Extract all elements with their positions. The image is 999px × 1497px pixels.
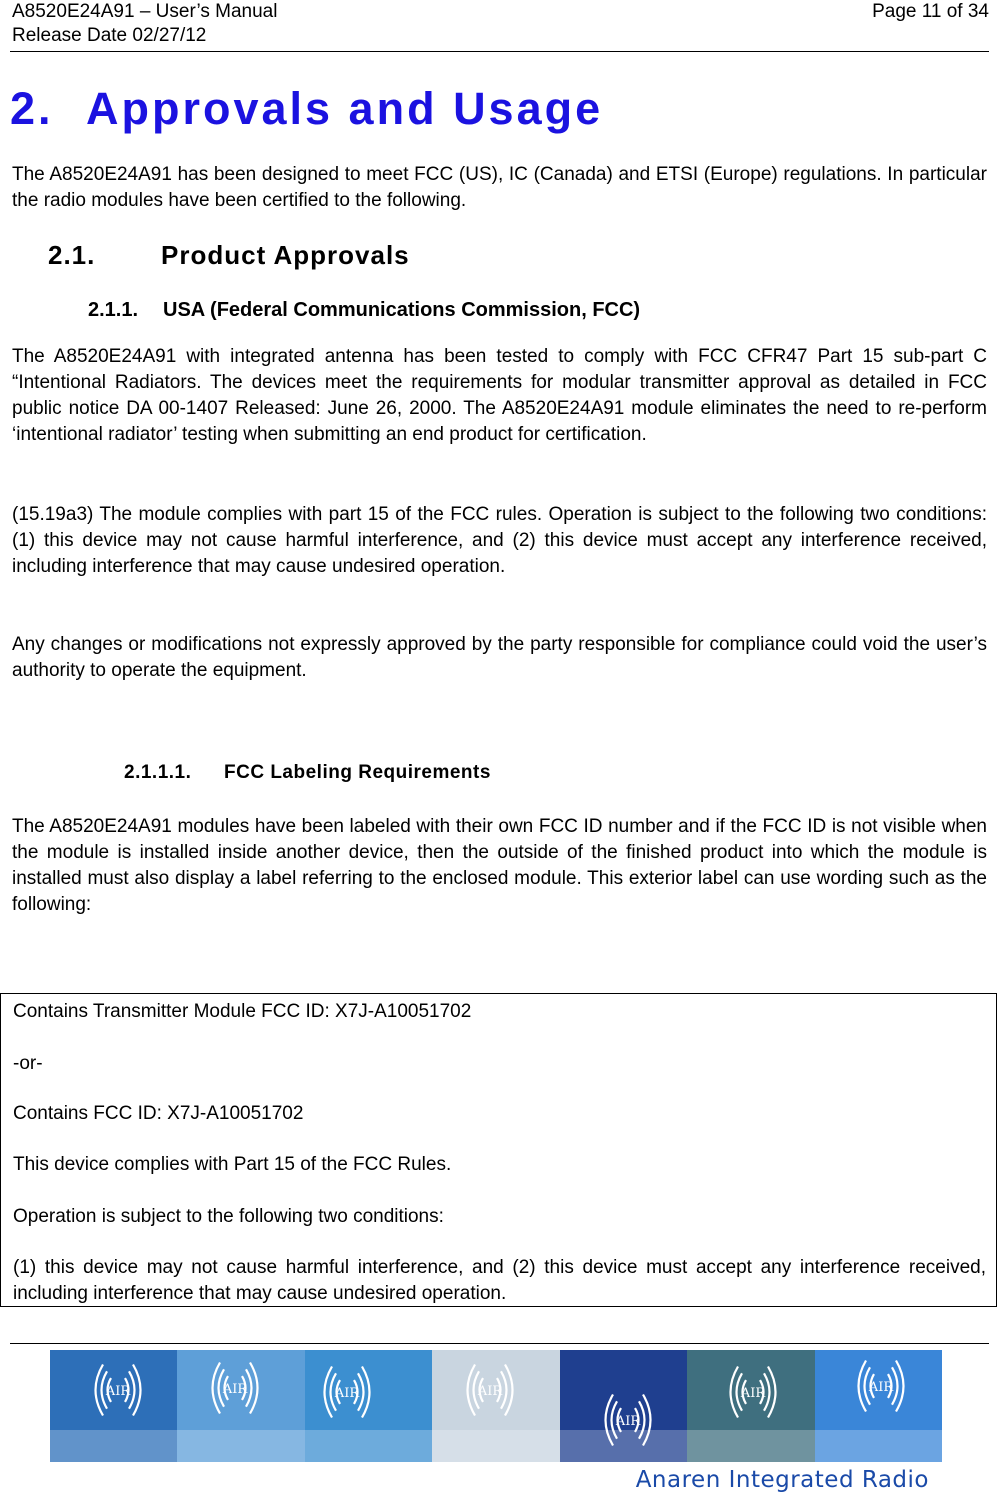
footer-tile-art [687, 1350, 814, 1462]
footer-tile-art [177, 1350, 304, 1462]
footer-tile-skier [177, 1350, 304, 1462]
label-example-box [0, 993, 997, 1307]
air-mark-text: AIR [740, 1386, 766, 1401]
footer-tile-art [50, 1350, 177, 1462]
anaren-brand-logo: Anaren Integrated Radio [635, 1467, 929, 1493]
label-line-complies: This device complies with Part 15 of the FCC Rules. [13, 1154, 452, 1175]
air-mark-text: AIR [334, 1386, 359, 1401]
footer-tile-art [560, 1350, 687, 1462]
air-mark-text: AIR [868, 1380, 893, 1395]
air-mark-text: AIR [478, 1384, 503, 1399]
footer-tile-skateboarder [815, 1350, 942, 1462]
tile-ground [305, 1430, 432, 1462]
air-mark-text: AIR [223, 1382, 248, 1397]
footer-tile-snowboarder [432, 1350, 559, 1462]
section-number: 2. [10, 83, 54, 134]
footer-rule [10, 1343, 989, 1344]
subsubsection-number: 2.1.1. [88, 299, 139, 321]
section-heading [10, 82, 603, 136]
footer-tile-windsurfer [560, 1350, 687, 1462]
tile-ground [687, 1430, 814, 1462]
manual-title: A8520E24A91 – User’s Manual [12, 1, 278, 22]
air-mark-text: AIR [105, 1384, 131, 1399]
label-line-or: -or- [13, 1053, 43, 1074]
subsection-heading [48, 240, 410, 271]
footer-tile-art [432, 1350, 559, 1462]
subsection-number: 2.1. [48, 240, 96, 270]
tile-ground [432, 1430, 559, 1462]
tile-ground [177, 1430, 304, 1462]
footer-tile-skater [50, 1350, 177, 1462]
footer-tile-art [815, 1350, 942, 1462]
labeling-number: 2.1.1.1. [124, 762, 192, 783]
fcc-paragraph-3: Any changes or modifications not expressly approved by the party responsible for compliance could void the user’s authority to operate the equipment. [12, 634, 987, 681]
footer-tile-art [305, 1350, 432, 1462]
tile-ground [560, 1430, 687, 1462]
release-date: Release Date 02/27/12 [12, 25, 207, 46]
section-title: Approvals and Usage [86, 83, 604, 134]
tile-ground [815, 1430, 942, 1462]
subsubsection-heading [88, 299, 640, 322]
fcc-paragraph-2: (15.19a3) The module complies with part 15 of the FCC rules. Operation is subject to the following two conditions: (1) this device may not cause harmful interference, and (2) this device must accept any interference received, including interference that may cause undesired operation. [12, 504, 987, 577]
labeling-title: FCC Labeling Requirements [224, 762, 491, 783]
labeling-heading [124, 762, 491, 784]
label-line-transmitter: Contains Transmitter Module FCC ID: X7J-A10051702 [13, 1001, 472, 1022]
air-mark-text: AIR [615, 1414, 640, 1429]
intro-paragraph: The A8520E24A91 has been designed to meet FCC (US), IC (Canada) and ETSI (Europe) regulations. In particular the radio modules have been certified to the following. [12, 164, 987, 211]
label-line-contains: Contains FCC ID: X7J-A10051702 [13, 1103, 304, 1124]
tile-ground [50, 1430, 177, 1462]
subsubsection-title: USA (Federal Communications Commission, FCC) [163, 299, 641, 321]
subsection-title: Product Approvals [161, 240, 410, 270]
footer-tile-kayaker [687, 1350, 814, 1462]
label-line-interference: (1) this device may not cause harmful interference, and (2) this device must accept any interference received, including interference that may cause undesired operation. [13, 1257, 986, 1304]
label-line-conditions: Operation is subject to the following two conditions: [13, 1206, 444, 1227]
header-left [12, 0, 277, 48]
footer-tile-cyclist [305, 1350, 432, 1462]
footer-photo-band [50, 1350, 942, 1462]
header-rule [10, 51, 989, 52]
page-number: Page 11 of 34 [872, 1, 989, 22]
fcc-paragraph-1: The A8520E24A91 with integrated antenna has been tested to comply with FCC CFR47 Part 15 sub-part C “Intentional Radiators. The devices meet the requirements for modular transmitter approval as detailed in FCC public notice DA 00-1407 Released: June 26, 2000. The A8520E24A91 module eliminates the need to re-perform ‘intentional radiator’ testing when submitting an end product for certification. [12, 346, 987, 445]
labeling-paragraph: The A8520E24A91 modules have been labeled with their own FCC ID number and if the FCC ID is not visible when the module is installed inside another device, then the outside of the finished product into which the module is installed must also display a label referring to the enclosed module. This exterior label can use wording such as the following: [12, 816, 987, 915]
